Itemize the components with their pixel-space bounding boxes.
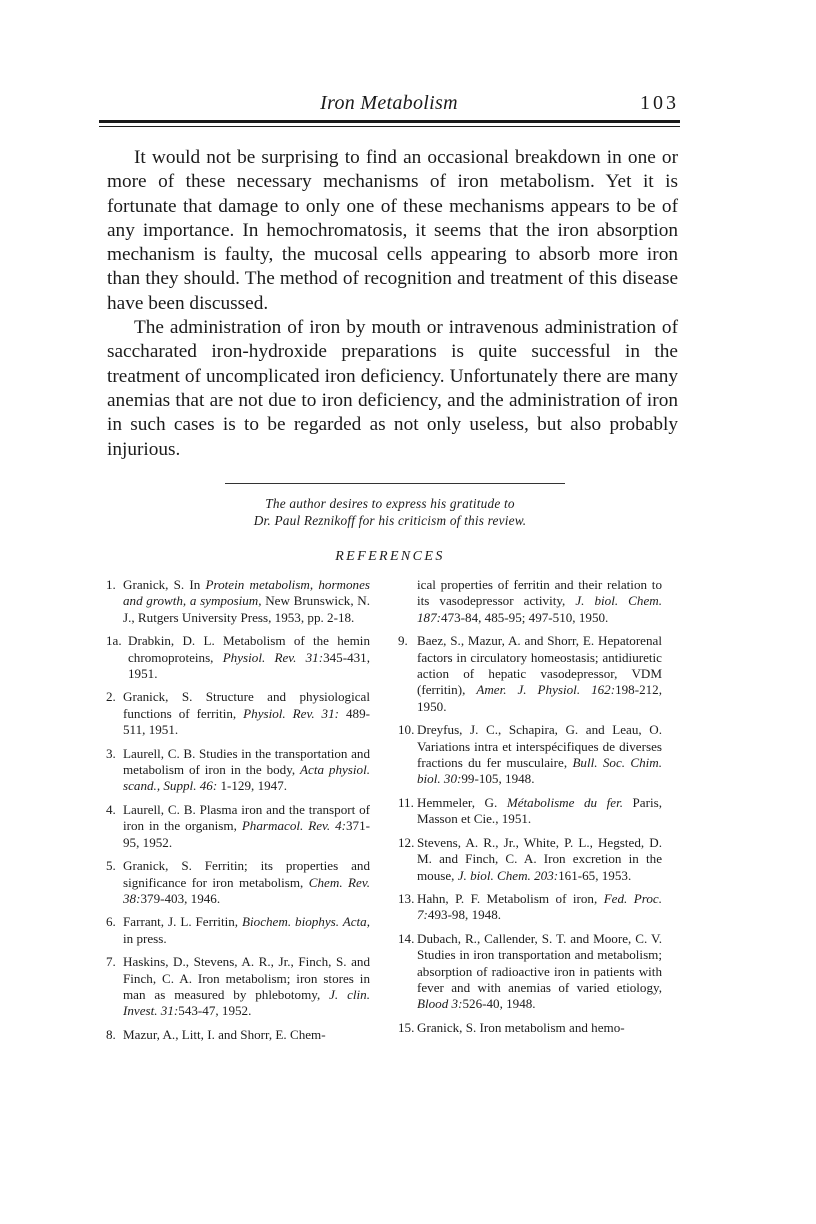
body-paragraph: The administration of iron by mouth or intravenous administration of saccharated iron-hydroxide preparations is quite successful in the treatment of uncomplicated iron deficiency. Unfortunately there are many anemias that are not due to iron deficiency, and the administration of iron in such cases is to be regarded as not only useless, but also probably injurious. <box>107 317 678 460</box>
reference-number: 10. <box>398 722 415 738</box>
reference-number: 11. <box>398 794 414 810</box>
running-head <box>99 92 679 122</box>
references-column-left <box>106 577 370 1050</box>
reference-item: 9. Baez, S., Mazur, A. and Shorr, E. Hepatorenal factors in circulatory homeostasis; antidiuretic action of hepatic vasodepressor, VDM (ferritin), Amer. J. Physiol. 162:198-212, 1950. <box>398 633 662 714</box>
acknowledgment-line: The author desires to express his gratitude to <box>265 496 515 511</box>
reference-item: 13. Hahn, P. F. Metabolism of iron, Fed. Proc. 7:493-98, 1948. <box>398 890 662 923</box>
references-column-right <box>398 577 662 1043</box>
reference-item: 2. Granick, S. Structure and physiological functions of ferritin, Physiol. Rev. 31: 489-511, 1951. <box>106 689 370 738</box>
reference-number: 7. <box>106 954 116 970</box>
reference-item: 7. Haskins, D., Stevens, A. R., Jr., Finch, S. and Finch, C. A. Iron metabolism; iron stores in man as measured by phlebotomy, J. clin. Invest. 31:543-47, 1952. <box>106 954 370 1019</box>
page-number: 103 <box>640 92 679 114</box>
reference-item: 12. Stevens, A. R., Jr., White, P. L., Hegsted, D. M. and Finch, C. A. Iron excretion in the mouse, J. biol. Chem. 203:161-65, 1953. <box>398 834 662 883</box>
reference-number: 13. <box>398 890 415 906</box>
reference-number: 15. <box>398 1019 415 1035</box>
reference-number: 14. <box>398 930 415 946</box>
reference-number: 4. <box>106 801 116 817</box>
reference-item: 15. Granick, S. Iron metabolism and hemo- <box>398 1019 625 1035</box>
reference-item: 4. Laurell, C. B. Plasma iron and the transport of iron in the organism, Pharmacol. Rev. 4:371-95, 1952. <box>106 801 370 850</box>
acknowledgment-line: Dr. Paul Reznikoff for his criticism of this review. <box>253 513 527 528</box>
reference-number: 6. <box>106 914 116 930</box>
reference-number: 1a. <box>106 633 122 649</box>
reference-number: 12. <box>398 834 415 850</box>
reference-item: 5. Granick, S. Ferritin; its properties and significance for iron metabolism, Chem. Rev. 38:379-403, 1946. <box>106 858 370 906</box>
reference-item: 10. Dreyfus, J. C., Schapira, G. and Leau, O. Variations intra et interspécifiques de diverses fractions du fer musculaire, Bull. Soc. Chim. biol. 30:99-105, 1948. <box>398 722 662 787</box>
reference-number: 9. <box>398 633 408 649</box>
section-separator <box>225 483 565 484</box>
reference-item: 8. Mazur, A., Litt, I. and Shorr, E. Chem- <box>106 1026 326 1042</box>
reference-number: 2. <box>106 689 116 705</box>
reference-item: 6. Farrant, J. L. Ferritin, Biochem. biophys. Acta, in press. <box>106 914 370 946</box>
reference-item: 1. Granick, S. In Protein metabolism, hormones and growth, a symposium, New Brunswick, N. J., Rutgers University Press, 1953, pp. 2-18. <box>106 577 370 625</box>
reference-number: 3. <box>106 745 116 761</box>
reference-number: 5. <box>106 858 116 874</box>
reference-item: 3. Laurell, C. B. Studies in the transportation and metabolism of iron in the body, Acta physiol. scand., Suppl. 46: 1-129, 1947. <box>106 745 370 794</box>
running-head-title: Iron Metabolism <box>320 92 458 114</box>
reference-item: 11. Hemmeler, G. Métabolisme du fer. Paris, Masson et Cie., 1951. <box>398 794 662 827</box>
body-text <box>107 146 678 462</box>
reference-item: 1a. Drabkin, D. L. Metabolism of the hemin chromoproteins, Physiol. Rev. 31:345-431, 1951. <box>106 633 370 682</box>
header-rule-thin <box>99 126 680 127</box>
reference-number: 1. <box>106 577 116 592</box>
references-heading: REFERENCES <box>335 549 445 564</box>
reference-item: 14. Dubach, R., Callender, S. T. and Moore, C. V. Studies in iron transportation and metabolism; absorption of radioactive iron in patients with fever and with anemias of varied etiology, Blood 3:526-40, 1948. <box>398 930 662 1012</box>
reference-continuation: ical properties of ferritin and their relation to its vasodepressor activity, J. biol. Chem. 187:473-84, 485-95; 497-510, 1950. <box>417 577 662 625</box>
acknowledgment <box>180 495 600 529</box>
body-paragraph: It would not be surprising to find an occasional breakdown in one or more of these necessary mechanisms of iron metabolism. Yet it is fortunate that damage to only one of these mechanisms appears to be of any importance. In hemochromatosis, it seems that the iron absorption mechanism is faulty, the mucosal cells appearing to absorb more iron than they should. The method of recognition and treatment of this disease have been discussed. <box>107 147 678 314</box>
reference-number: 8. <box>106 1026 116 1042</box>
header-rule-thick <box>99 120 680 123</box>
